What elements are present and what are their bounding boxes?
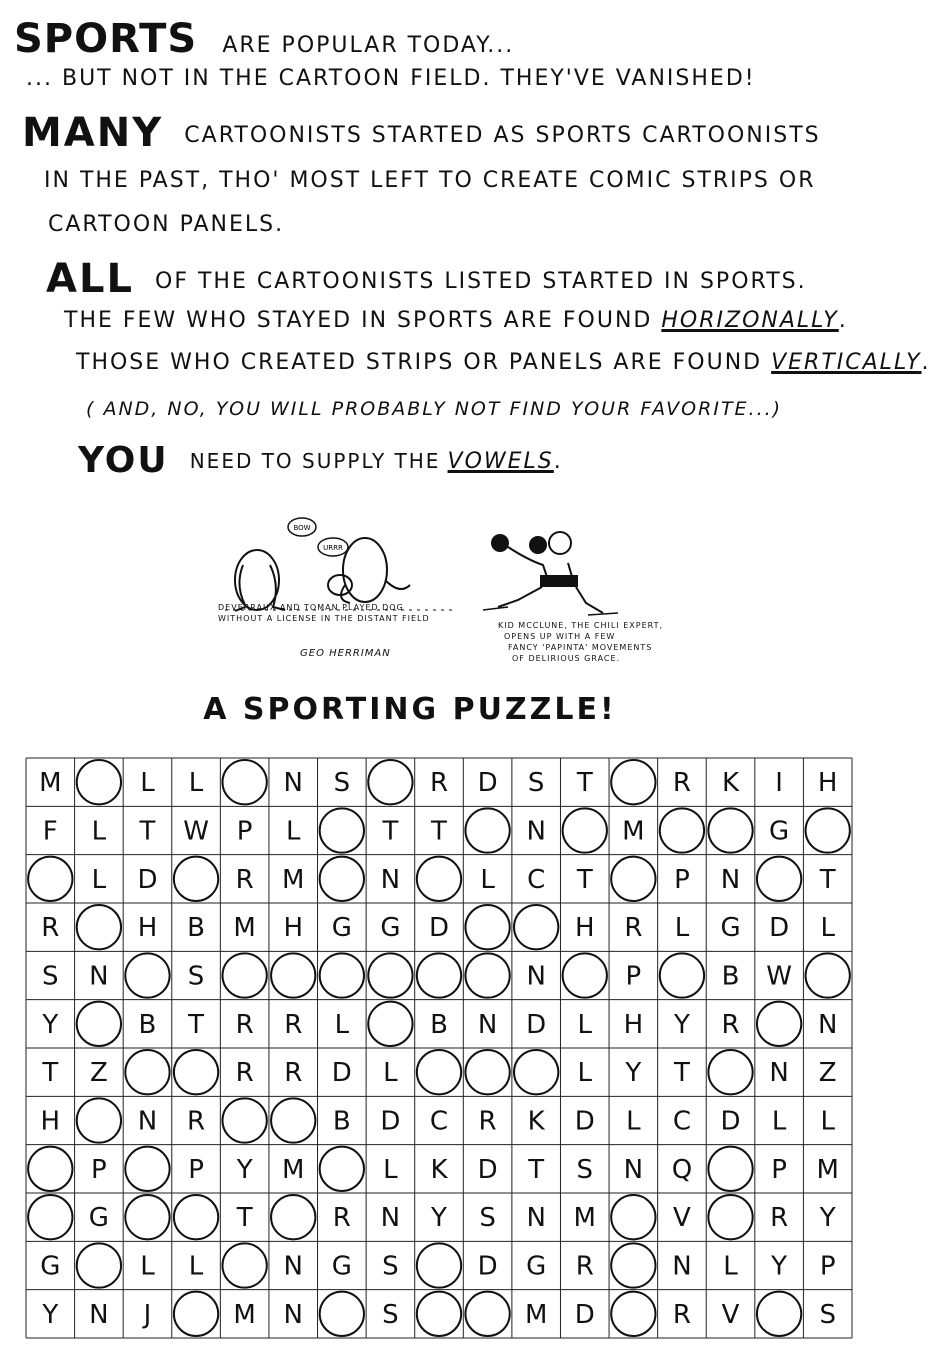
intro-line-1 — [14, 16, 514, 62]
grid-letter: L — [383, 1154, 398, 1185]
grid-letter: L — [723, 1251, 738, 1282]
speech-bubble-urrr: URRR — [323, 544, 343, 552]
intro-line7-text: THE FEW WHO STAYED IN SPORTS ARE FOUND — [64, 308, 653, 333]
grid-letter: S — [479, 1203, 496, 1234]
vowel-circle[interactable] — [611, 1195, 655, 1239]
signature: GEO HERRIMAN — [300, 648, 391, 659]
intro-line-9: ( AND, NO, YOU WILL PROBABLY NOT FIND YOUR FAVORITE...) — [86, 398, 783, 420]
grid-letter: M — [282, 1154, 305, 1185]
grid-letter: R — [624, 913, 643, 944]
grid-letter: K — [721, 768, 740, 799]
grid-letter: L — [188, 768, 204, 799]
vowel-circle[interactable] — [320, 808, 364, 852]
vowel-circle[interactable] — [28, 1147, 72, 1191]
intro-line3-rest: CARTOONISTS STARTED AS SPORTS CARTOONISTS — [184, 123, 821, 148]
grid-letter: S — [42, 961, 59, 992]
vowel-circle[interactable] — [271, 953, 315, 997]
grid-letter: G — [769, 816, 790, 847]
grid-letter: F — [42, 816, 58, 847]
grid-letter: R — [478, 1106, 497, 1137]
vowel-circle[interactable] — [563, 808, 607, 852]
vowel-circle[interactable] — [368, 760, 412, 804]
grid-letter: R — [284, 1058, 303, 1089]
grid-letter: R — [235, 864, 254, 895]
grid-letter: P — [819, 1251, 836, 1282]
grid-letter: T — [576, 768, 593, 799]
grid-letter: P — [771, 1154, 787, 1185]
grid-letter: Y — [236, 1154, 253, 1185]
grid-letter: P — [188, 1154, 204, 1185]
vowel-circle[interactable] — [125, 1050, 169, 1094]
grid-letter: C — [429, 1106, 449, 1137]
grid-letter: R — [672, 768, 691, 799]
vowel-circle[interactable] — [174, 1195, 218, 1239]
grid-letter: S — [382, 1251, 399, 1282]
grid-letter: N — [526, 1203, 546, 1234]
intro-line-7 — [64, 308, 848, 333]
grid-letter: M — [524, 1299, 548, 1330]
grid-letter: C — [672, 1106, 692, 1137]
vowel-circle[interactable] — [222, 1098, 266, 1142]
grid-letter: L — [577, 1009, 593, 1040]
grid-letter: G — [331, 913, 352, 944]
grid-letter: L — [820, 1106, 835, 1137]
grid-letter: Y — [42, 1299, 59, 1330]
vowel-circle[interactable] — [611, 1292, 655, 1336]
grid-letter: S — [382, 1299, 399, 1330]
grid-letter: M — [233, 1299, 256, 1330]
grid-letter: H — [137, 913, 158, 944]
grid-letter: L — [285, 816, 301, 847]
vowel-circle[interactable] — [125, 1195, 169, 1239]
grid-letter: S — [527, 768, 545, 799]
caption-left — [218, 602, 430, 624]
grid-letter: P — [236, 816, 253, 847]
grid-letter: N — [89, 1299, 109, 1330]
grid-letter: N — [526, 961, 546, 992]
vowel-circle[interactable] — [222, 760, 266, 804]
vowel-circle[interactable] — [320, 857, 364, 901]
vowel-circle[interactable] — [77, 905, 121, 949]
grid-letter: T — [188, 1009, 205, 1040]
caption-right-line-4: OF DELIRIOUS GRACE. — [512, 654, 621, 663]
vowel-circle[interactable] — [77, 1243, 121, 1287]
vowel-circle[interactable] — [708, 1050, 752, 1094]
vowel-circle[interactable] — [417, 1243, 461, 1287]
grid-letter: L — [140, 1251, 155, 1282]
vowel-circle[interactable] — [368, 1002, 412, 1046]
grid-letter: Y — [673, 1009, 690, 1040]
grid-letter: G — [331, 1251, 352, 1282]
grid-letter: V — [721, 1299, 740, 1330]
intro-line-3 — [22, 110, 821, 156]
grid-letter: L — [771, 1106, 787, 1137]
grid-letter: M — [39, 768, 62, 799]
grid-letter: N — [283, 1251, 303, 1282]
grid-letter: L — [674, 913, 690, 944]
grid-letter: L — [91, 864, 107, 895]
grid-letter: L — [91, 816, 107, 847]
vowel-circle[interactable] — [368, 953, 412, 997]
vertically-word: VERTICALLY — [771, 350, 922, 375]
grid-letter: L — [383, 1058, 398, 1089]
grid-letter: C — [527, 864, 546, 895]
grid-letter: S — [333, 768, 351, 799]
grid-letter: M — [233, 913, 256, 944]
vowel-circle[interactable] — [465, 808, 509, 852]
grid-letter: R — [235, 1058, 254, 1089]
grid-letter: N — [89, 961, 109, 992]
intro-line-4: IN THE PAST, THO' MOST LEFT TO CREATE COMIC STRIPS OR — [44, 168, 816, 193]
vowel-circle[interactable] — [174, 1050, 218, 1094]
caption-left-line-2: WITHOUT A LICENSE IN THE DISTANT FIELD — [218, 614, 430, 623]
vowel-circle[interactable] — [465, 1050, 509, 1094]
grid-letter: G — [380, 913, 401, 944]
grid-letter: H — [283, 913, 304, 944]
vowel-circle[interactable] — [77, 1002, 121, 1046]
grid-letter: N — [380, 1203, 401, 1234]
grid-letter: R — [332, 1203, 351, 1234]
grid-letter: L — [577, 1058, 593, 1089]
grid-letter: S — [576, 1154, 594, 1185]
grid-letter: D — [137, 864, 158, 895]
grid-letter: T — [576, 864, 593, 895]
boxer-illustration — [478, 525, 628, 620]
grid-letter: Q — [671, 1154, 693, 1185]
puzzle-grid — [26, 758, 852, 1338]
grid-letter: D — [477, 1251, 498, 1282]
grid-letter: R — [770, 1203, 789, 1234]
grid-letter: R — [41, 913, 60, 944]
vowel-circle[interactable] — [514, 905, 558, 949]
caption-right-line-3: FANCY 'PAPINTA' MOVEMENTS — [508, 643, 653, 652]
vowel-circle[interactable] — [757, 1292, 801, 1336]
grid-letter: T — [673, 1058, 690, 1089]
grid-letter: N — [380, 864, 401, 895]
vowel-circle[interactable] — [465, 953, 509, 997]
vowel-circle[interactable] — [757, 857, 801, 901]
vowel-circle[interactable] — [806, 808, 850, 852]
grid-letter: N — [526, 816, 546, 847]
grid-letter: L — [626, 1106, 641, 1137]
vowel-circle[interactable] — [563, 953, 607, 997]
grid-letter: D — [720, 1106, 741, 1137]
vowel-circle[interactable] — [708, 808, 752, 852]
intro-line-8 — [76, 350, 931, 375]
vowel-circle[interactable] — [320, 1292, 364, 1336]
grid-letter: D — [477, 1154, 498, 1185]
grid-letter: S — [187, 961, 205, 992]
grid-letter: R — [429, 768, 449, 799]
vowel-circle[interactable] — [611, 857, 655, 901]
grid-letter: Y — [625, 1058, 642, 1089]
vowel-circle[interactable] — [174, 1292, 218, 1336]
grid-letter: K — [527, 1106, 545, 1137]
grid-letter: B — [430, 1009, 448, 1040]
grid-letter: D — [526, 1009, 547, 1040]
grid-letter: B — [721, 961, 740, 992]
grid-letter: R — [187, 1106, 206, 1137]
speech-bubble-bow: BOW — [293, 524, 311, 532]
vowel-circle[interactable] — [125, 1147, 169, 1191]
grid-letter: T — [528, 1154, 545, 1185]
grid-letter: Y — [431, 1203, 447, 1234]
grid-letter: S — [819, 1299, 836, 1330]
vowel-circle[interactable] — [320, 953, 364, 997]
grid-letter: N — [817, 1009, 838, 1040]
grid-letter: M — [622, 816, 645, 847]
grid-letter: J — [143, 1299, 152, 1330]
vowel-circle[interactable] — [611, 1243, 655, 1287]
vowel-circle[interactable] — [174, 857, 218, 901]
grid-letter: N — [769, 1058, 789, 1089]
vowel-circle[interactable] — [708, 1147, 752, 1191]
vowel-circle[interactable] — [222, 1243, 266, 1287]
intro-sports: SPORTS — [14, 16, 198, 62]
vowel-circle[interactable] — [77, 760, 121, 804]
vowel-circle[interactable] — [417, 1292, 461, 1336]
intro-line8-text: THOSE WHO CREATED STRIPS OR PANELS ARE FOUND — [76, 350, 763, 375]
caption-left-line-1: DEVERRAUX AND TOMAN PLAYED DOG — [218, 603, 404, 612]
grid-letter: K — [430, 1154, 448, 1185]
grid-letter: B — [138, 1009, 157, 1040]
vowels-word: VOWELS — [447, 449, 554, 474]
grid-letter: L — [188, 1251, 204, 1282]
vowel-circle[interactable] — [417, 1050, 461, 1094]
grid-letter: H — [40, 1106, 61, 1137]
vowel-circle[interactable] — [125, 953, 169, 997]
caption-right-line-2: OPENS UP WITH A FEW — [504, 632, 616, 641]
grid-letter: M — [573, 1203, 596, 1234]
intro-line6-rest: OF THE CARTOONISTS LISTED STARTED IN SPORTS. — [155, 269, 807, 294]
intro-line-5: CARTOON PANELS. — [48, 212, 285, 237]
grid-letter: H — [574, 913, 595, 944]
grid-letter: D — [428, 913, 450, 944]
intro-line-6 — [46, 256, 807, 302]
vowel-circle[interactable] — [514, 1050, 558, 1094]
vowel-circle[interactable] — [708, 1195, 752, 1239]
grid-letter: M — [282, 864, 305, 895]
grid-letter: R — [672, 1299, 691, 1330]
intro-line7-end: . — [838, 308, 848, 333]
intro-line10-end: . — [553, 449, 563, 474]
grid-letter: P — [625, 961, 642, 992]
vowel-circle[interactable] — [320, 1147, 364, 1191]
grid-letter: W — [766, 961, 792, 992]
vowel-circle[interactable] — [271, 1098, 315, 1142]
grid-letter: V — [673, 1203, 691, 1234]
grid-letter: T — [139, 816, 156, 847]
caption-right-line-1: KID MCCLUNE, THE CHILI EXPERT, — [498, 621, 664, 630]
grid-letter: D — [574, 1106, 595, 1137]
grid-letter: D — [769, 913, 790, 944]
grid-letter: L — [140, 768, 155, 799]
grid-letter: N — [283, 1299, 303, 1330]
intro-line10-text: NEED TO SUPPLY THE — [189, 449, 441, 473]
vowel-circle[interactable] — [222, 953, 266, 997]
puzzle-title: A SPORTING PUZZLE! — [203, 692, 617, 727]
grid-letter: M — [816, 1154, 839, 1185]
intro-all: ALL — [46, 256, 134, 302]
vowel-circle[interactable] — [465, 905, 509, 949]
grid-letter: G — [40, 1251, 61, 1282]
vowel-circle[interactable] — [757, 1002, 801, 1046]
grid-letter: T — [819, 864, 836, 895]
grid-letter: D — [477, 768, 498, 799]
grid-letter: R — [235, 1009, 254, 1040]
vowel-circle[interactable] — [465, 1292, 509, 1336]
grid-letter: Z — [818, 1058, 837, 1089]
grid-letter: B — [187, 913, 205, 944]
grid-letter: G — [526, 1251, 547, 1282]
intro-line1-rest: ARE POPULAR TODAY... — [222, 33, 515, 58]
intro-you: YOU — [78, 440, 169, 481]
vowel-circle[interactable] — [28, 857, 72, 901]
vowel-circle[interactable] — [660, 953, 704, 997]
grid-letter: H — [623, 1009, 644, 1040]
grid-letter: P — [674, 864, 690, 895]
grid-letter: L — [480, 864, 495, 895]
vowel-circle[interactable] — [417, 857, 461, 901]
grid-letter: T — [382, 816, 399, 847]
grid-letter: N — [283, 768, 303, 799]
vowel-circle[interactable] — [417, 953, 461, 997]
grid-letter: N — [672, 1251, 692, 1282]
grid-letter: T — [42, 1058, 59, 1089]
grid-letter: Y — [819, 1203, 836, 1234]
horizontally-word: HORIZONALLY — [661, 308, 839, 333]
grid-letter: D — [331, 1058, 352, 1089]
grid-letter: B — [332, 1106, 351, 1137]
vowel-circle[interactable] — [611, 760, 655, 804]
intro-line-10 — [78, 440, 563, 481]
grid-letter: N — [137, 1106, 158, 1137]
grid-letter: Y — [42, 1009, 59, 1040]
grid-letter: N — [477, 1009, 498, 1040]
intro-many: MANY — [22, 110, 164, 156]
caption-right — [498, 620, 663, 664]
grid-letter: W — [183, 816, 209, 847]
grid-letter: R — [575, 1251, 594, 1282]
vowel-circle[interactable] — [77, 1098, 121, 1142]
grid-letter: T — [431, 816, 447, 847]
grid-letter: N — [623, 1154, 644, 1185]
grid-letter: D — [574, 1299, 595, 1330]
grid-letter: Z — [89, 1058, 108, 1089]
vowel-circle[interactable] — [28, 1195, 72, 1239]
intro-line8-end: . — [921, 350, 931, 375]
vowel-circle[interactable] — [660, 808, 704, 852]
grid-letter: L — [820, 913, 835, 944]
grid-letter: I — [775, 768, 783, 799]
grid-letter: L — [334, 1009, 350, 1040]
intro-line-2: ... BUT NOT IN THE CARTOON FIELD. THEY'VE VANISHED! — [26, 66, 756, 91]
vowel-circle[interactable] — [806, 953, 850, 997]
grid-letter: G — [720, 913, 741, 944]
grid-letter: G — [88, 1203, 109, 1234]
grid-letter: Y — [771, 1251, 788, 1282]
grid-letter: R — [721, 1009, 740, 1040]
grid-letter: R — [284, 1009, 303, 1040]
grid-letter: H — [817, 768, 838, 799]
grid-letter: N — [720, 864, 741, 895]
grid-letter: D — [380, 1106, 401, 1137]
vowel-circle[interactable] — [271, 1195, 315, 1239]
grid-letter: T — [236, 1203, 253, 1234]
grid-letter: P — [91, 1154, 107, 1185]
